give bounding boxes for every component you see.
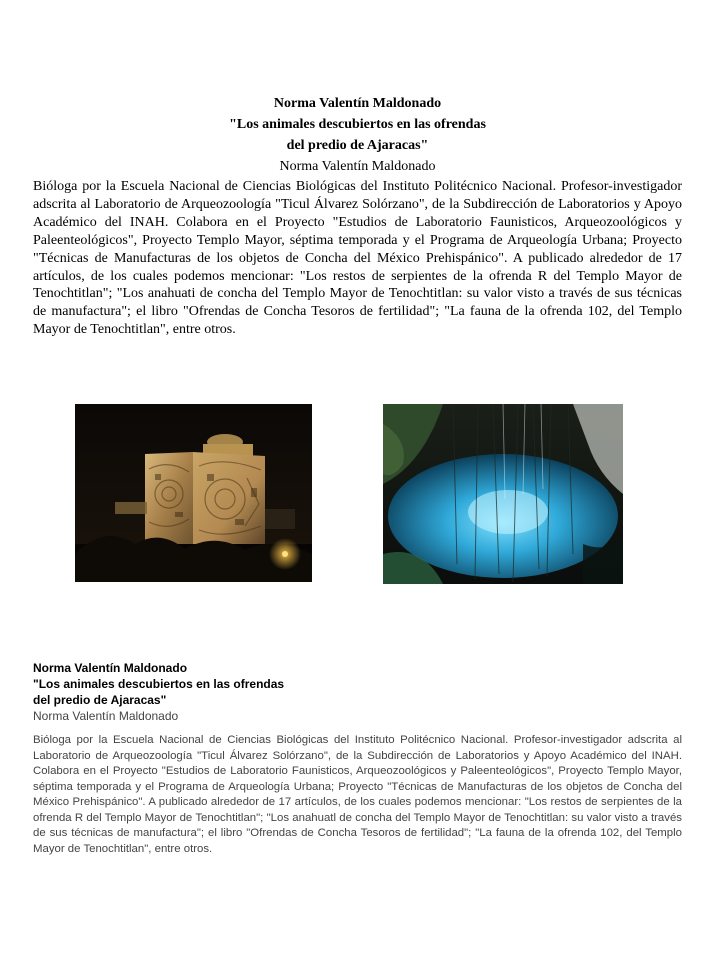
photo-cenote	[383, 404, 623, 584]
repeat-author-byline: Norma Valentín Maldonado	[33, 709, 179, 723]
article-bottom	[33, 660, 682, 857]
author-byline: Norma Valentín Maldonado	[279, 159, 436, 174]
author-bio: Bióloga por la Escuela Nacional de Ciencias Biológicas del Instituto Politécnico Nacional. Profesor-investigador adscrita al Laboratorio de Arqueozoología "Ticul Álvarez Solórzano", de la Subdirección de Laboratorios y Apoyo Académico del INAH. Colabora en el Proyecto "Estudios de Laboratorio Faunisticos, Arqueozoológicos y Paleenteológicos", Proyecto Templo Mayor, séptima temporada y el Programa de Arqueología Urbana; Proyecto "Técnicas de Manufacturas de los objetos de Concha del México Prehispánico". A publicado alrededor de 17 artículos, de los cuales podemos mencionar: "Los restos de serpientes de la ofrenda R del Templo Mayor de Tenochtitlan"; "Los anahuati de concha del Templo Mayor de Tenochtitlan: su valor visto a través de sus técnicas de manufactura"; el libro "Ofrendas de Concha Tesoros de fertilidad"; "La fauna de la ofrenda 102, del Templo Mayor de Tenochtitlan", entre otros.	[33, 179, 682, 338]
repeat-title-line-2: del predio de Ajaracas"	[33, 693, 167, 707]
article-top	[33, 93, 682, 339]
repeat-author-heading: Norma Valentín Maldonado	[33, 661, 188, 675]
photo-library-night	[75, 404, 312, 582]
title-line-1: "Los animales descubiertos en las ofrendas	[229, 117, 486, 132]
repeat-author-bio: Bióloga por la Escuela Nacional de Ciencias Biológicas del Instituto Politécnico Nacional. Profesor-investigador adscrita al Laboratorio de Arqueozoología "Ticul Álvarez Solórzano", de la Subdirección de Laboratorios y Apoyo Académico del INAH. Colabora en el Proyecto "Estudios de Laboratorio Faunisticos, Arqueozoológicos y Paleenteológicos", Proyecto Templo Mayor, séptima temporada y el Programa de Arqueología Urbana; Proyecto "Técnicas de Manufacturas de los objetos de Concha del México Prehispánico". A publicado alrededor de 17 artículos, de los cuales podemos mencionar: "Los restos de serpientes de la ofrenda R del Templo Mayor de Tenochtitlan"; "Los anahuatl de concha del Templo Mayor de Tenochtitlan: su valor visto a través de sus técnicas de manufactura"; el libro "Ofrendas de Concha Tesoros de fertilidad"; "La fauna de la ofrenda 102, del Templo Mayor de Tenochtitlan", entre otros.	[33, 734, 682, 855]
title-line-2: del predio de Ajaracas"	[286, 138, 429, 153]
author-heading: Norma Valentín Maldonado	[273, 96, 442, 111]
repeat-title-line-1: "Los animales descubiertos en las ofrendas	[33, 677, 285, 691]
